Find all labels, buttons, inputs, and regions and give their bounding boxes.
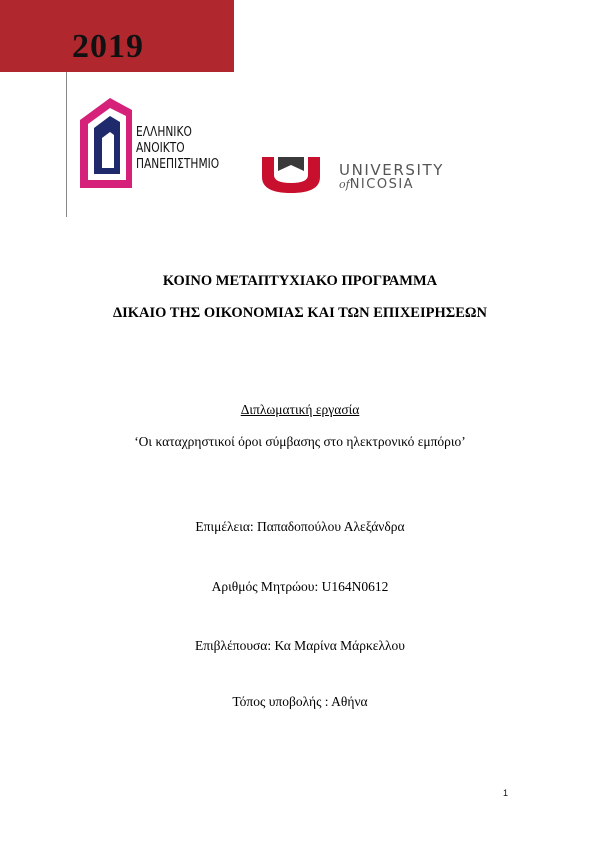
author: Επιμέλεια: Παπαδοπούλου Αλεξάνδρα — [195, 519, 405, 534]
eap-line-1: ΕΛΛΗΝΙΚΟ — [136, 125, 192, 140]
year-title: 2019 — [72, 28, 144, 65]
submission-place: Τόπος υποβολής : Αθήνα — [232, 694, 368, 709]
program-title-line-1: ΚΟΙΝΟ ΜΕΤΑΠΤΥΧΙΑΚΟ ΠΡΟΓΡΑΜΜΑ — [162, 273, 438, 289]
hellenic-open-university-logo-icon — [80, 98, 132, 188]
university-of-nicosia-logo-icon — [262, 157, 320, 193]
unic-of: of — [339, 178, 350, 191]
program-title-line-2: ΔΙΚΑΙΟ ΤΗΣ ΟΙΚΟΝΟΜΙΑΣ ΚΑΙ ΤΩΝ ΕΠΙΧΕΙΡΗΣΕΩΝ — [113, 305, 487, 321]
hellenic-open-university-name — [136, 125, 219, 173]
eap-line-2: ΑΝΟΙΚΤΟ — [136, 141, 185, 156]
unic-name-line-2 — [339, 177, 414, 193]
thesis-type: Διπλωματική εργασία — [240, 402, 360, 417]
thesis-title: ‘Οι καταχρηστικοί όροι σύμβασης στο ηλεκτρονικό εμπόριο’ — [134, 434, 466, 449]
unic-nicosia: NICOSIA — [349, 177, 415, 192]
eap-line-3: ΠΑΝΕΠΙΣΤΗΜΙΟ — [136, 157, 220, 172]
registration-number: Αριθμός Μητρώου: U164N0612 — [211, 579, 389, 594]
unic-name-line-1: UNIVERSITY — [339, 161, 445, 179]
supervisor: Επιβλέπουσα: Κα Μαρίνα Μάρκελλου — [194, 638, 405, 653]
vertical-divider — [66, 72, 67, 217]
page-number: 1 — [503, 788, 509, 798]
